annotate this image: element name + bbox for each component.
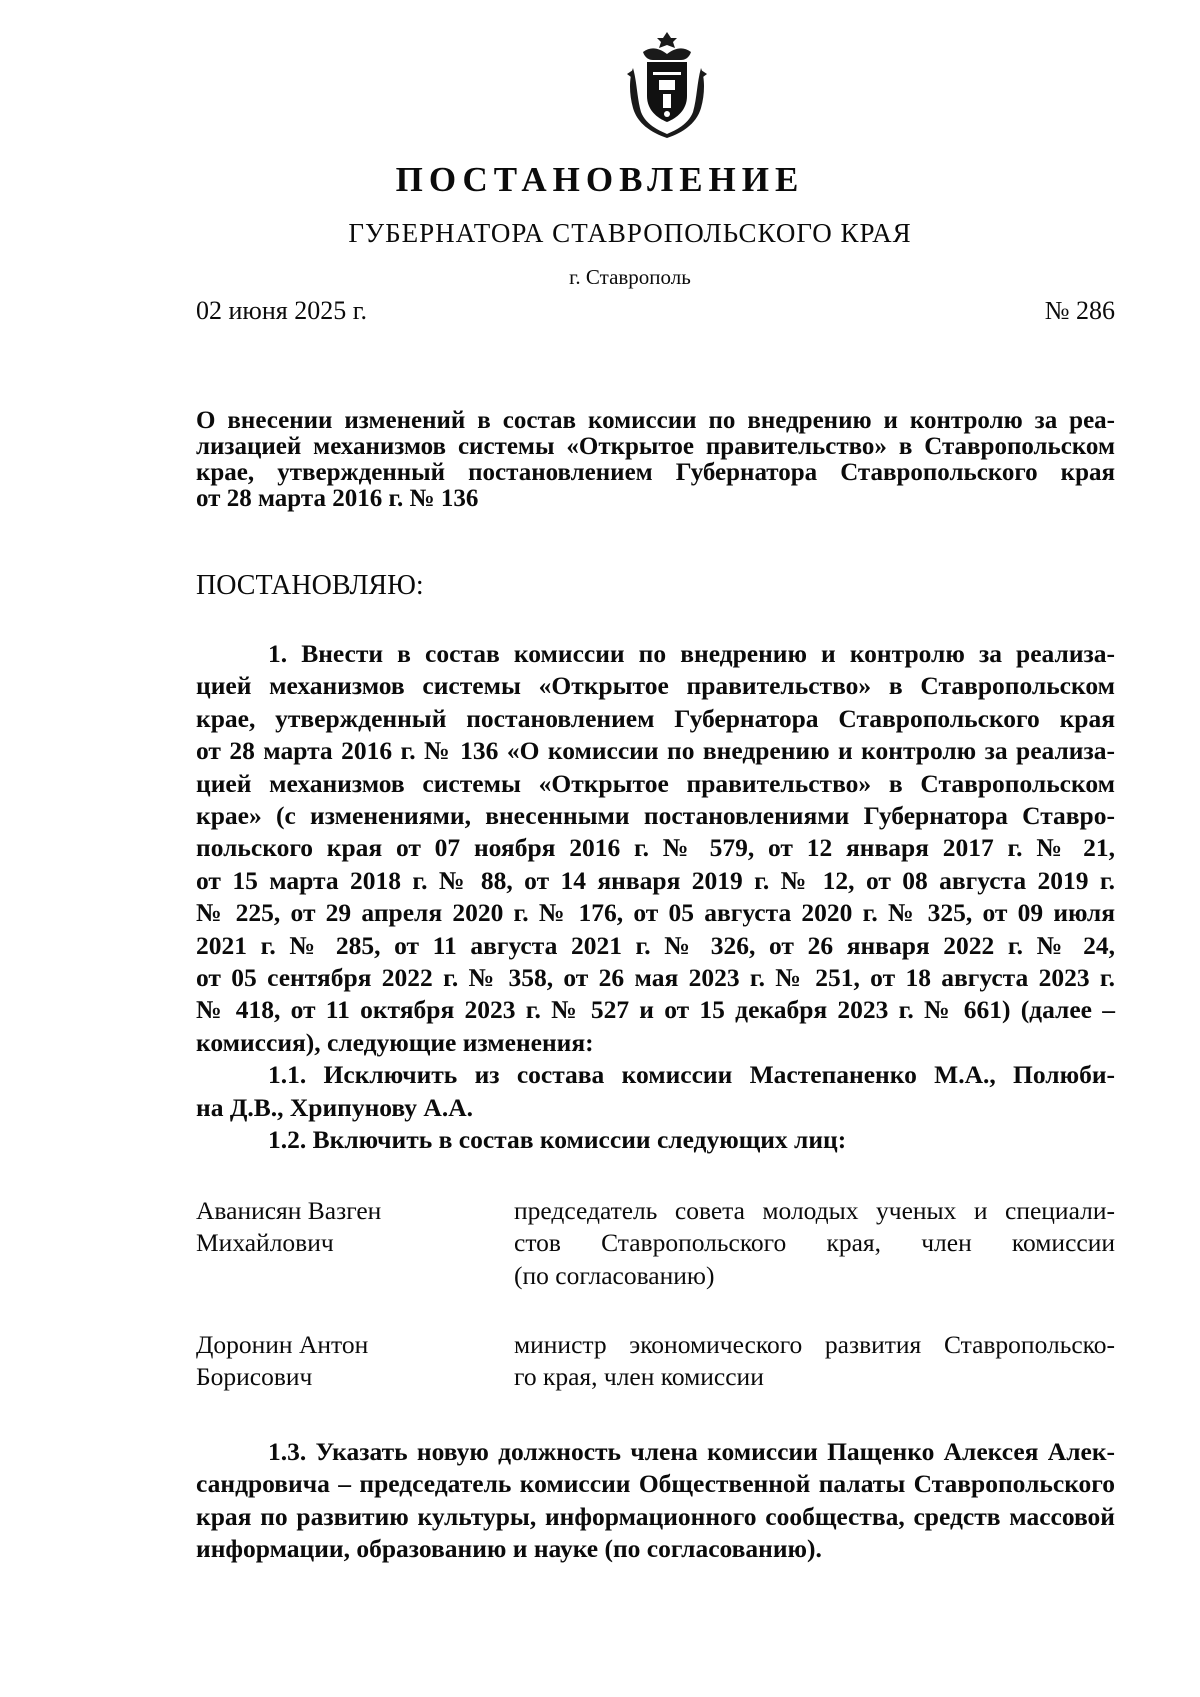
item-1-2-line: 1.2. Включить в состав комиссии следующих лиц: [268,1125,847,1155]
members-list [196,1195,1115,1429]
member-role-line: го края, член комиссии [514,1362,764,1392]
member-role-line: (по согласованию) [514,1260,715,1290]
subject-line: лизацией механизмов системы «Открытое правительство» в Ставропольском [196,433,1115,460]
item-1-3-paragraph [196,1436,1115,1566]
member-role [514,1195,1115,1292]
paragraph-line: сандровича – председатель комиссии Общественной палаты Ставропольского [196,1469,1115,1499]
member-role-line: министр экономического развития Ставропольско- [514,1330,1115,1359]
item-1-1-line: на Д.В., Хрипунову А.А. [196,1092,474,1122]
paragraph-line: № 225, от 29 апреля 2020 г. № 176, от 05 августа 2020 г. № 325, от 09 июля [196,898,1115,928]
issuer-subtitle: ГУБЕРНАТОРА СТАВРОПОЛЬСКОГО КРАЯ [348,218,912,248]
paragraph-line: 1. Внести в состав комиссии по внедрению и контролю за реализа- [268,639,1115,668]
paragraph-line: крае, утвержденный постановлением Губернатора Ставропольского края [196,703,1115,733]
resolve-heading: ПОСТАНОВЛЯЮ: [196,570,424,601]
paragraph-line: цией механизмов системы «Открытое правительство» в Ставропольском [196,768,1115,798]
paragraph-line: польского края от 07 ноября 2016 г. № 579, от 12 января 2017 г. № 21, [196,833,1115,863]
paragraph-line: 1.3. Указать новую должность члена комиссии Пащенко Алексея Алек- [268,1437,1115,1466]
subject-line: О внесении изменений в состав комиссии по внедрению и контролю за реа- [196,407,1115,434]
paragraph-line: информации, образованию и науке (по согласованию). [196,1534,822,1564]
member-entry [196,1329,1115,1429]
paragraph-line: комиссия), следующие изменения: [196,1027,594,1057]
coat-of-arms-icon [623,28,711,140]
paragraph-line: крае» (с изменениями, внесенными постановлениями Губернатора Ставро- [196,801,1115,831]
member-name [196,1329,496,1394]
member-name-line: Доронин Антон [196,1330,369,1359]
paragraph-line: от 15 марта 2018 г. № 88, от 14 января 2019 г. № 12, от 08 августа 2019 г. [196,865,1115,895]
paragraph-line: от 28 марта 2016 г. № 136 «О комиссии по внедрению и контролю за реализа- [196,736,1115,766]
member-role-line: стов Ставропольского края, член комиссии [514,1228,1115,1258]
subject-line: крае, утвержденный постановлением Губернатора Ставропольского края [196,459,1115,486]
member-name [196,1195,496,1260]
paragraph-line: от 05 сентября 2022 г. № 358, от 26 мая 2023 г. № 251, от 18 августа 2023 г. [196,963,1115,993]
document-number: № 286 [1044,296,1115,325]
document-title: ПОСТАНОВЛЕНИЕ [395,160,805,199]
paragraph-line: № 418, от 11 октября 2023 г. № 527 и от 15 декабря 2023 г. № 661) (далее – [196,995,1115,1025]
document-subject [196,408,1115,512]
city-label: г. Ставрополь [569,265,691,289]
member-name-line: Борисович [196,1362,313,1392]
document-date: 02 июня 2025 г. [196,296,367,325]
member-role-line: председатель совета молодых ученых и специали- [514,1196,1115,1225]
paragraph-line: 2021 г. № 285, от 11 августа 2021 г. № 326, от 26 января 2022 г. № 24, [196,930,1115,960]
item-1-paragraph [196,638,1115,1157]
member-name-line: Аванисян Вазген [196,1196,382,1225]
item-1-1-line: 1.1. Исключить из состава комиссии Мастепаненко М.А., Полюби- [268,1060,1115,1090]
member-role [514,1329,1115,1394]
paragraph-line: цией механизмов системы «Открытое правительство» в Ставропольском [196,671,1115,701]
subject-line: от 28 марта 2016 г. № 136 [196,485,479,512]
paragraph-line: края по развитию культуры, информационного сообщества, средств массовой [196,1501,1115,1531]
member-entry [196,1195,1115,1329]
member-name-line: Михайлович [196,1228,334,1258]
